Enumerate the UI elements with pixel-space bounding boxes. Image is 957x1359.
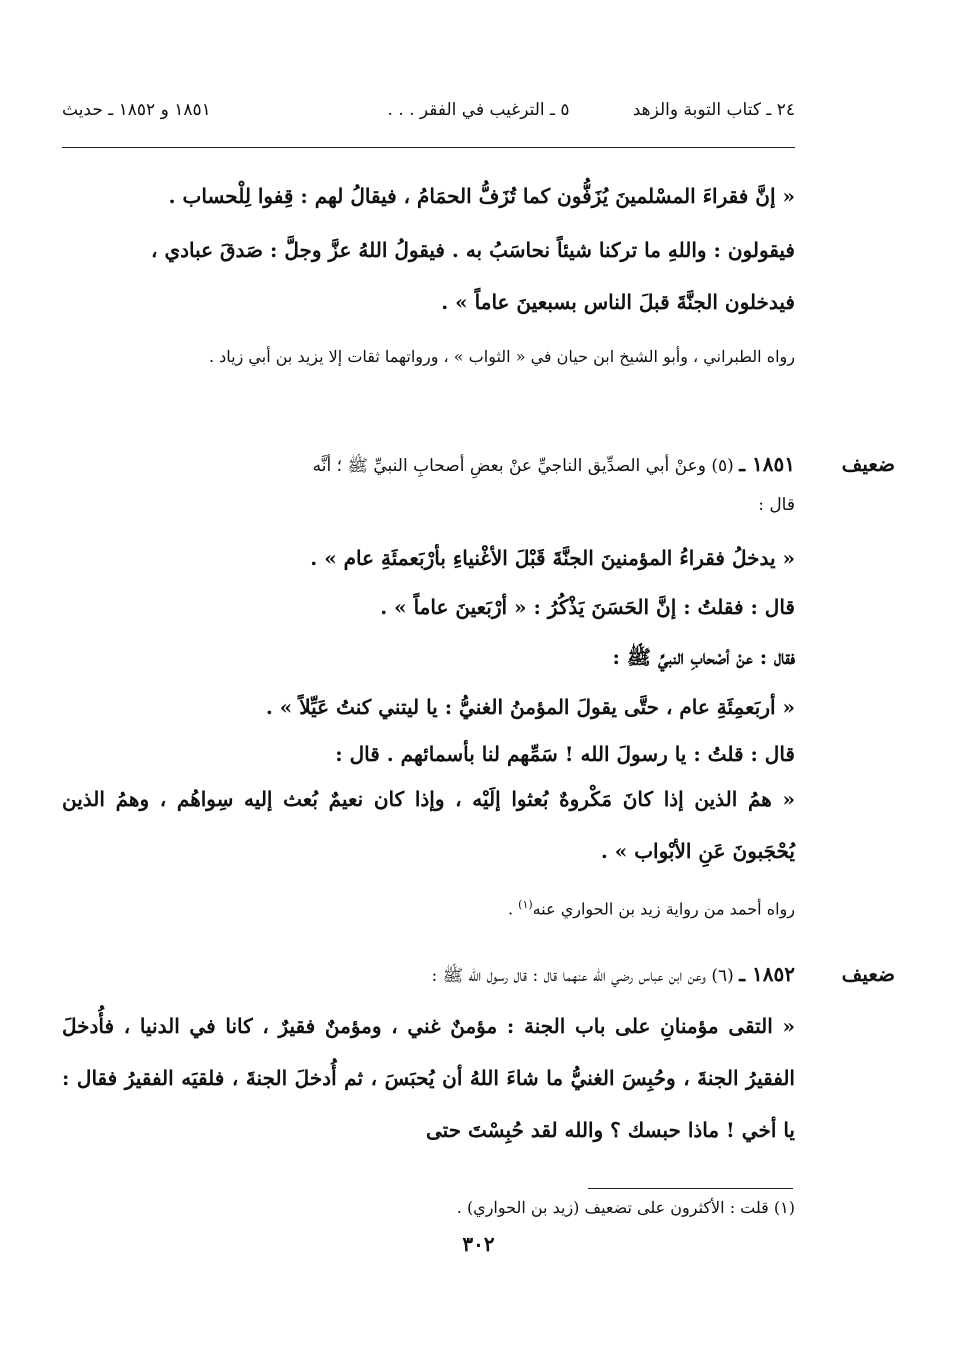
header-divider: [62, 147, 795, 148]
hadith-1851-line-2: قال : فقلتُ : إنَّ الحَسَنَ يَذْكُرُ : « أرْبَعينَ عاماً » .: [380, 595, 795, 619]
hadith-1851-line-4: « أربَعمِئَةِ عام ، حتَّى يقولَ المؤمنُ الغنيُّ : يا ليتني كنتُ عَيِّلاً » .: [265, 695, 795, 719]
hadith-1851-source-text: رواه أحمد من رواية زيد بن الحواري عنه: [532, 899, 795, 919]
intro-line-3: فيدخلون الجنَّةَ قبلَ الناس بسبعينَ عاماً » .: [441, 290, 795, 314]
hadith-1852-heading: [431, 962, 795, 990]
hadith-1851-source-end: .: [507, 899, 519, 919]
footnote-divider: [588, 1188, 793, 1189]
footnote-1: (١) قلت : الأكثرون على تضعيف (زيد بن الحواري) .: [456, 1198, 795, 1217]
hadith-1851-number: ١٨٥١ ـ: [739, 452, 795, 476]
hadith-1851-line-1: « يدخلُ فقراءُ المؤمنينَ الجنَّةَ قَبْلَ الأغْنياءِ بأرْبَعمئَةِ عام » .: [310, 546, 795, 570]
footnote-reference: (١): [518, 898, 533, 911]
hadith-1851-line-5: قال : قلتُ : يا رسولَ الله ! سَمِّهم لنا بأسمائهم . قال :: [335, 742, 795, 766]
hadith-1851-heading-text: (٥) وعنْ أبي الصدِّيق الناجيِّ عنْ بعضِ أصحابِ النبيِّ ﷺ ؛ أنَّه: [312, 456, 734, 476]
intro-line-2: فيقولون : واللهِ ما تركنا شيئاً نحاسَبُ به . فيقولُ اللهُ عزَّ وجلَّ : صَدقَ عبادي ،: [151, 238, 795, 262]
grade-label-1852: ضعيف: [841, 962, 895, 986]
hadith-1852-text: « التقى مؤمنانِ على باب الجنة : مؤمنٌ غني ، ومؤمنٌ فقيرٌ ، كانا في الدنيا ، فأُدخلَ الفقيرُ الجنةَ ، وحُبِسَ الغنيُّ ما شاءَ اللهُ أن يُحبَسَ ، ثم أُدخلَ الجنةَ ، فلقيَه الفقيرُ فقال : يا أخي ! ماذا حبسك ؟ والله لقد حُبِسْتَ حتى: [62, 1014, 795, 1142]
header-hadith-range: ١٨٥١ و ١٨٥٢ ـ حديث: [62, 100, 211, 120]
hadith-1852-number: ١٨٥٢ ـ: [739, 962, 795, 986]
hadith-1851-heading: [313, 452, 795, 480]
intro-line-1: « إنَّ فقراءَ المسْلمينَ يُزَفُّون كما تُزَفُّ الحمَامُ ، فيقالُ لهم : قِفوا لِلْحساب .: [168, 184, 795, 208]
header-section: ٥ ـ الترغيب في الفقر . . .: [387, 100, 570, 120]
header-chapter: ٢٤ ـ كتاب التوبة والزهد: [632, 100, 795, 120]
grade-label-1851: ضعيف: [841, 452, 895, 476]
page-number: ٣٠٢: [462, 1232, 495, 1256]
hadith-1851-line-3: فقال : عنْ أصْحابِ النبيِّ ﷺ :: [612, 645, 795, 669]
hadith-1851-heading-cont: قال :: [758, 495, 795, 515]
hadith-1852-heading-text: (٦) وعن ابن عباس رضي الله عنهما قال : قال رسول الله ﷺ :: [431, 966, 734, 986]
hadith-1851-final-text: « همُ الذين إذا كانَ مَكْروهٌ بُعثوا إلَيْه ، وإذا كان نعيمٌ بُعث إليه سِواهُم ، وهمُ الذين يُحْجَبونَ عَنِ الأبْواب » .: [62, 787, 795, 863]
intro-source: رواه الطبراني ، وأبو الشيخ ابن حيان في « الثواب » ، ورواتهما ثقات إلا يزيد بن أبي زياد .: [208, 347, 795, 366]
hadith-1851-source: [508, 898, 795, 918]
